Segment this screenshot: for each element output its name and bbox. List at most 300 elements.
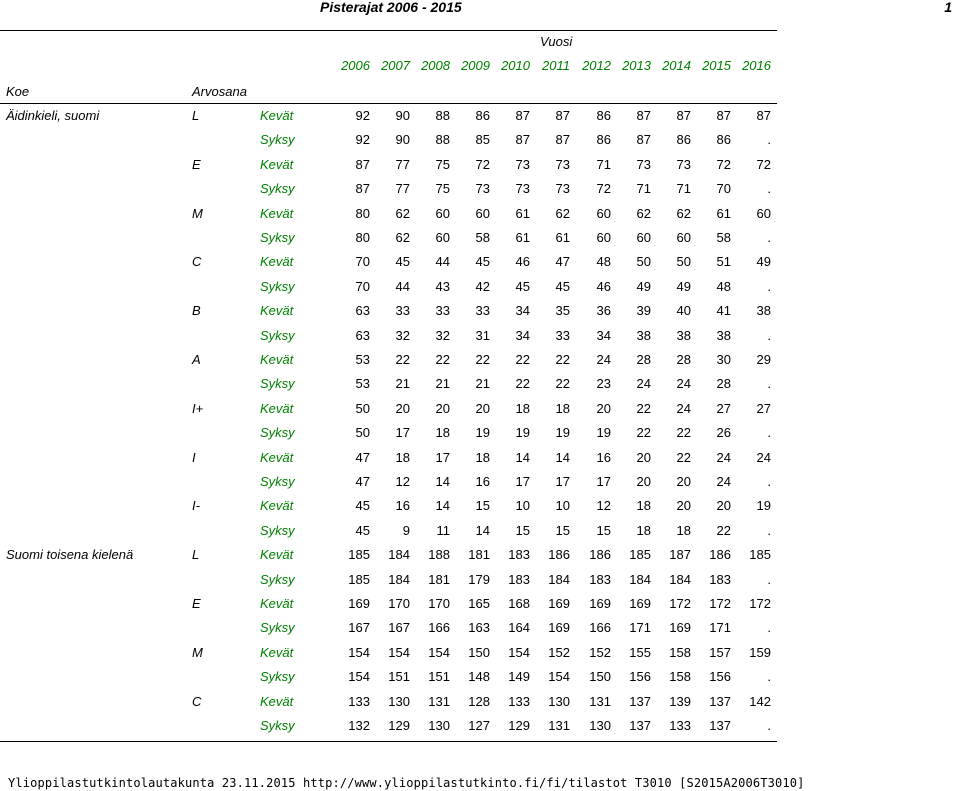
score-cell: 18	[475, 449, 490, 465]
score-cell: 172	[669, 596, 691, 611]
score-cell: 60	[676, 230, 691, 245]
score-cell: 51	[716, 254, 731, 270]
session-label: Syksy	[260, 718, 295, 733]
score-cell: 149	[508, 669, 530, 685]
score-cell: 24	[716, 449, 731, 465]
score-cell: 158	[669, 669, 691, 685]
score-cell: 33	[555, 327, 570, 343]
score-cell: 38	[756, 303, 771, 319]
score-cell: 24	[636, 376, 651, 392]
score-cell: 17	[555, 474, 570, 489]
score-cell: 183	[589, 571, 611, 587]
score-cell: 62	[395, 205, 410, 221]
table-row	[0, 425, 960, 445]
score-cell: 170	[428, 596, 450, 611]
score-cell: 45	[515, 278, 530, 294]
score-cell: 72	[596, 181, 611, 197]
score-cell: 18	[636, 498, 651, 514]
table-row	[0, 718, 960, 738]
year-header-cell: 2016	[742, 58, 771, 73]
score-cell: 86	[716, 132, 731, 148]
score-cell: 33	[475, 303, 490, 319]
grade-label: L	[192, 108, 200, 123]
session-label: Kevät	[260, 352, 294, 367]
page-number: 1	[944, 0, 952, 15]
score-cell: 86	[676, 132, 691, 148]
session-label: Syksy	[260, 327, 295, 343]
score-cell: 23	[596, 376, 611, 392]
score-cell: 61	[555, 230, 570, 245]
score-cell: 130	[548, 693, 570, 709]
score-cell: 24	[676, 376, 691, 392]
score-cell: 163	[468, 620, 490, 636]
year-header-cell: 2009	[461, 58, 490, 73]
table-row	[0, 620, 960, 640]
score-cell: 24	[716, 474, 731, 489]
year-header-cell: 2013	[622, 58, 651, 73]
score-cell: 60	[596, 230, 611, 245]
year-group-label: Vuosi	[540, 34, 573, 49]
score-cell: 154	[428, 644, 450, 660]
score-cell: 62	[555, 205, 570, 221]
score-cell: 12	[395, 474, 410, 489]
score-cell: 184	[629, 571, 651, 587]
exam-name: Suomi toisena kielenä	[6, 547, 134, 563]
session-label: Kevät	[260, 254, 294, 270]
table-row	[0, 450, 960, 470]
score-cell: 20	[676, 474, 691, 489]
score-cell: 131	[428, 693, 450, 709]
score-cell: 148	[468, 669, 490, 685]
score-cell: 183	[508, 547, 530, 563]
score-cell: 86	[596, 132, 611, 148]
table-row	[0, 206, 960, 226]
score-cell: 14	[515, 449, 530, 465]
score-cell: .	[767, 620, 771, 636]
score-cell: 151	[428, 669, 450, 685]
session-label: Kevät	[260, 449, 294, 465]
score-cell: 90	[395, 132, 410, 148]
score-cell: 72	[756, 156, 771, 172]
score-cell: 92	[355, 108, 370, 123]
score-cell: 61	[515, 230, 530, 245]
score-cell: 157	[709, 644, 731, 660]
score-cell: 24	[756, 449, 771, 465]
session-label: Syksy	[260, 230, 295, 245]
score-cell: 181	[428, 571, 450, 587]
session-label: Kevät	[260, 400, 294, 416]
score-cell: 18	[515, 400, 530, 416]
score-cell: 33	[395, 303, 410, 319]
score-cell: 169	[548, 620, 570, 636]
score-cell: 47	[555, 254, 570, 270]
score-cell: 186	[709, 547, 731, 563]
score-cell: 17	[435, 449, 450, 465]
score-cell: 87	[555, 132, 570, 148]
score-cell: 29	[756, 352, 771, 367]
score-cell: 77	[395, 181, 410, 197]
table-row	[0, 523, 960, 543]
score-cell: 183	[508, 571, 530, 587]
score-cell: 50	[676, 254, 691, 270]
score-cell: 9	[402, 522, 410, 538]
score-cell: 16	[395, 498, 410, 514]
score-cell: .	[767, 278, 771, 294]
score-cell: 70	[716, 181, 731, 197]
score-cell: 88	[435, 108, 450, 123]
score-cell: 11	[436, 522, 450, 538]
score-cell: 130	[589, 718, 611, 733]
score-cell: 22	[475, 352, 490, 367]
score-cell: 139	[669, 693, 691, 709]
score-cell: 87	[355, 156, 370, 172]
score-cell: 27	[716, 400, 731, 416]
table-bottom-rule	[0, 741, 777, 742]
grade-label: I+	[192, 400, 204, 416]
session-label: Syksy	[260, 278, 295, 294]
table-row	[0, 181, 960, 201]
score-cell: 187	[669, 547, 691, 563]
score-cell: 15	[475, 498, 490, 514]
table-row	[0, 547, 960, 567]
score-cell: .	[767, 571, 771, 587]
score-cell: 60	[475, 205, 490, 221]
session-label: Syksy	[260, 522, 295, 538]
score-cell: 22	[676, 449, 691, 465]
score-cell: 63	[355, 327, 370, 343]
score-cell: 185	[348, 547, 370, 563]
score-cell: 61	[515, 205, 530, 221]
score-cell: 27	[756, 400, 771, 416]
grade-label: E	[192, 596, 201, 611]
year-header-cell: 2008	[421, 58, 450, 73]
score-cell: 41	[716, 303, 731, 319]
score-cell: 80	[355, 205, 370, 221]
score-cell: 155	[629, 644, 651, 660]
score-cell: 137	[629, 718, 651, 733]
table-row	[0, 498, 960, 518]
session-label: Syksy	[260, 425, 295, 441]
score-cell: 26	[716, 425, 731, 441]
score-cell: 22	[435, 352, 450, 367]
score-cell: 127	[468, 718, 490, 733]
score-cell: 87	[756, 108, 771, 123]
score-cell: 46	[515, 254, 530, 270]
score-cell: 60	[596, 205, 611, 221]
score-cell: 77	[395, 156, 410, 172]
year-header-cell: 2014	[662, 58, 691, 73]
score-cell: 72	[475, 156, 490, 172]
score-cell: 142	[749, 693, 771, 709]
score-cell: 165	[468, 596, 490, 611]
year-header-cell: 2010	[501, 58, 530, 73]
score-cell: 61	[716, 205, 731, 221]
score-cell: 184	[548, 571, 570, 587]
score-cell: 15	[515, 522, 530, 538]
score-cell: .	[767, 327, 771, 343]
score-cell: 167	[348, 620, 370, 636]
score-cell: 28	[716, 376, 731, 392]
score-cell: 183	[709, 571, 731, 587]
score-cell: 152	[589, 644, 611, 660]
session-label: Syksy	[260, 571, 295, 587]
score-cell: 33	[435, 303, 450, 319]
session-label: Kevät	[260, 547, 294, 563]
score-cell: 87	[636, 108, 651, 123]
year-header-cell: 2011	[542, 58, 570, 73]
score-cell: 150	[589, 669, 611, 685]
table-row	[0, 572, 960, 592]
score-cell: 87	[636, 132, 651, 148]
score-cell: 184	[669, 571, 691, 587]
score-cell: 159	[749, 644, 771, 660]
score-cell: 156	[629, 669, 651, 685]
score-cell: 130	[388, 693, 410, 709]
session-label: Kevät	[260, 156, 294, 172]
score-cell: 32	[435, 327, 450, 343]
column-header-koe: Koe	[6, 84, 30, 99]
table-row	[0, 596, 960, 616]
table-row	[0, 474, 960, 494]
score-cell: 24	[596, 352, 611, 367]
session-label: Kevät	[260, 303, 294, 319]
score-cell: 15	[596, 522, 611, 538]
score-cell: 92	[355, 132, 370, 148]
score-cell: 132	[348, 718, 370, 733]
score-cell: 22	[636, 400, 651, 416]
score-cell: 22	[636, 425, 651, 441]
score-cell: 19	[596, 425, 611, 441]
score-cell: 18	[636, 522, 651, 538]
score-cell: 133	[508, 693, 530, 709]
score-cell: 53	[355, 352, 370, 367]
score-cell: 14	[435, 498, 450, 514]
score-cell: 73	[515, 156, 530, 172]
score-cell: 38	[716, 327, 731, 343]
year-header-cell: 2012	[582, 58, 611, 73]
score-cell: 40	[676, 303, 691, 319]
score-cell: 14	[475, 522, 490, 538]
score-cell: .	[767, 474, 771, 489]
session-label: Kevät	[260, 644, 294, 660]
score-cell: 45	[395, 254, 410, 270]
score-cell: 22	[716, 522, 731, 538]
score-cell: 19	[555, 425, 570, 441]
score-cell: 20	[596, 400, 611, 416]
score-cell: 19	[515, 425, 530, 441]
page-title: Pisterajat 2006 - 2015	[320, 0, 462, 15]
table-row	[0, 303, 960, 323]
score-cell: 137	[629, 693, 651, 709]
score-cell: 48	[716, 278, 731, 294]
score-cell: 164	[508, 620, 530, 636]
score-cell: 60	[756, 205, 771, 221]
score-cell: .	[767, 718, 771, 733]
score-cell: 169	[669, 620, 691, 636]
score-cell: 188	[428, 547, 450, 563]
score-cell: 44	[435, 254, 450, 270]
score-cell: 133	[669, 718, 691, 733]
score-cell: 42	[475, 278, 490, 294]
score-cell: 58	[716, 230, 731, 245]
score-cell: 14	[555, 449, 570, 465]
score-cell: 21	[395, 376, 410, 392]
score-cell: 24	[676, 400, 691, 416]
score-cell: 45	[355, 498, 370, 514]
score-cell: 169	[348, 596, 370, 611]
score-cell: 20	[716, 498, 731, 514]
score-cell: 38	[676, 327, 691, 343]
score-cell: 14	[435, 474, 450, 489]
score-cell: 20	[676, 498, 691, 514]
score-cell: 22	[395, 352, 410, 367]
score-cell: 45	[475, 254, 490, 270]
score-cell: 71	[596, 156, 611, 172]
grade-label: I	[192, 449, 196, 465]
score-cell: 73	[475, 181, 490, 197]
score-cell: 38	[636, 327, 651, 343]
score-cell: 48	[596, 254, 611, 270]
score-cell: 20	[636, 449, 651, 465]
score-cell: .	[767, 230, 771, 245]
score-cell: 75	[435, 181, 450, 197]
score-cell: 154	[348, 644, 370, 660]
table-row	[0, 108, 960, 128]
table-row	[0, 645, 960, 665]
score-cell: 50	[355, 400, 370, 416]
table-row	[0, 352, 960, 372]
grade-label: B	[192, 303, 201, 319]
exam-name: Äidinkieli, suomi	[6, 108, 100, 123]
score-cell: .	[767, 425, 771, 441]
score-cell: 131	[589, 693, 611, 709]
session-label: Syksy	[260, 181, 295, 197]
score-cell: 39	[636, 303, 651, 319]
table-row	[0, 279, 960, 299]
score-cell: 131	[548, 718, 570, 733]
grade-label: E	[192, 156, 201, 172]
score-cell: 87	[515, 108, 530, 123]
session-label: Kevät	[260, 108, 294, 123]
score-cell: 36	[596, 303, 611, 319]
score-cell: 31	[475, 327, 490, 343]
score-cell: 130	[428, 718, 450, 733]
score-cell: 43	[435, 278, 450, 294]
score-cell: 49	[636, 278, 651, 294]
score-cell: 154	[508, 644, 530, 660]
score-cell: 156	[709, 669, 731, 685]
score-cell: 72	[716, 156, 731, 172]
score-cell: 60	[435, 230, 450, 245]
score-cell: 63	[355, 303, 370, 319]
score-cell: 73	[636, 156, 651, 172]
score-cell: 60	[435, 205, 450, 221]
score-cell: .	[767, 376, 771, 392]
score-cell: 73	[555, 156, 570, 172]
grade-label: I-	[192, 498, 200, 514]
score-cell: 154	[348, 669, 370, 685]
session-label: Kevät	[260, 596, 294, 611]
score-cell: 34	[515, 303, 530, 319]
session-label: Syksy	[260, 376, 295, 392]
session-label: Syksy	[260, 669, 295, 685]
grade-label: A	[192, 352, 201, 367]
score-cell: 22	[515, 352, 530, 367]
score-cell: 169	[548, 596, 570, 611]
score-cell: 22	[515, 376, 530, 392]
score-cell: 151	[388, 669, 410, 685]
score-cell: 47	[355, 449, 370, 465]
score-cell: 71	[636, 181, 651, 197]
score-cell: 80	[355, 230, 370, 245]
score-cell: 34	[596, 327, 611, 343]
page-footer: Ylioppilastutkintolautakunta 23.11.2015 http://www.ylioppilastutkinto.fi/fi/tilastot T3010 [S2015A2006T3010]	[8, 776, 805, 790]
score-cell: 169	[629, 596, 651, 611]
score-cell: 18	[555, 400, 570, 416]
score-cell: 10	[515, 498, 530, 514]
score-cell: 18	[435, 425, 450, 441]
score-cell: 88	[435, 132, 450, 148]
column-header-arvosana: Arvosana	[192, 84, 247, 99]
session-label: Kevät	[260, 205, 294, 221]
score-cell: 90	[395, 108, 410, 123]
score-cell: 22	[676, 425, 691, 441]
score-cell: 21	[475, 376, 490, 392]
score-cell: 171	[629, 620, 651, 636]
score-cell: 158	[669, 644, 691, 660]
table-row	[0, 376, 960, 396]
score-cell: 62	[676, 205, 691, 221]
score-cell: 181	[468, 547, 490, 563]
score-cell: 34	[515, 327, 530, 343]
score-cell: 129	[388, 718, 410, 733]
score-cell: 186	[589, 547, 611, 563]
score-cell: 87	[555, 108, 570, 123]
score-cell: 22	[555, 376, 570, 392]
score-cell: 166	[428, 620, 450, 636]
score-cell: 46	[596, 278, 611, 294]
year-header-cell: 2006	[341, 58, 370, 73]
score-cell: 86	[596, 108, 611, 123]
score-cell: 168	[508, 596, 530, 611]
score-cell: 85	[475, 132, 490, 148]
score-cell: 60	[636, 230, 651, 245]
score-cell: 186	[548, 547, 570, 563]
score-cell: 154	[388, 644, 410, 660]
score-cell: 87	[676, 108, 691, 123]
table-row	[0, 132, 960, 152]
score-cell: 22	[555, 352, 570, 367]
score-cell: 73	[676, 156, 691, 172]
score-cell: 19	[475, 425, 490, 441]
table-row	[0, 694, 960, 714]
score-cell: 62	[636, 205, 651, 221]
score-cell: 184	[388, 571, 410, 587]
score-cell: 45	[555, 278, 570, 294]
score-cell: 86	[475, 108, 490, 123]
score-cell: 185	[348, 571, 370, 587]
score-cell: 172	[749, 596, 771, 611]
score-cell: 12	[596, 498, 611, 514]
score-cell: 170	[388, 596, 410, 611]
grade-label: L	[192, 547, 200, 563]
score-cell: 28	[676, 352, 691, 367]
session-label: Syksy	[260, 132, 295, 148]
score-cell: 152	[548, 644, 570, 660]
score-cell: 133	[348, 693, 370, 709]
session-label: Syksy	[260, 620, 295, 636]
score-cell: 49	[756, 254, 771, 270]
